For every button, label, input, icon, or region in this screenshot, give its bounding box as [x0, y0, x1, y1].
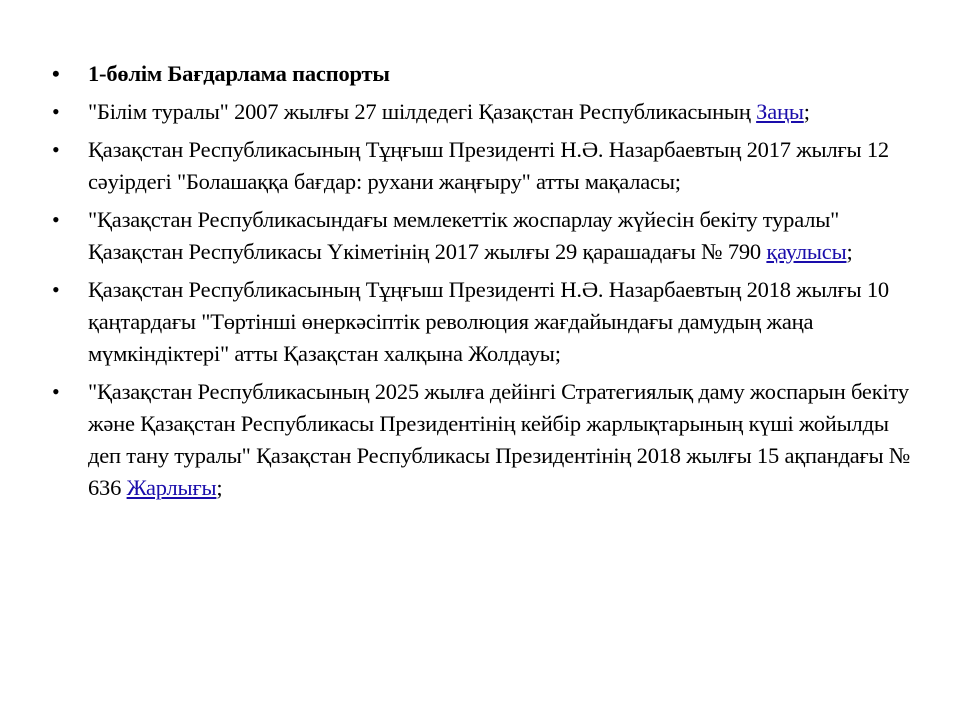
list-item-text: "Қазақстан Республикасының 2025 жылға дейінгі Стратегиялық даму жоспарын бекіту және Қазақстан Республикасы Президентінің кейбір жарлықтарының күші жойылды деп тану туралы" Қазақстан Республикасы Президентінің 2018 жылғы 15 ақпандағы № 636 — [88, 379, 911, 500]
list-item — [52, 58, 912, 90]
bullet-icon: • — [52, 207, 60, 232]
list-item-text: Қазақстан Республикасының Тұңғыш Президенті Н.Ә. Назарбаевтың 2018 жылғы 10 қаңтардағы "Төртінші өнеркәсіптік революция жағдайындағы дамудың жаңа мүмкіндіктері" атты Қазақстан халқына Жолдауы; — [88, 277, 889, 366]
list-item — [52, 204, 912, 268]
bullet-icon: • — [52, 277, 60, 302]
list-item — [52, 376, 912, 504]
bullet-list — [52, 58, 912, 510]
list-item-text: 1-бөлім Бағдарлама паспорты — [88, 61, 390, 86]
list-item-suffix: ; — [846, 239, 853, 264]
bullet-icon: • — [52, 137, 60, 162]
decree-link[interactable]: Жарлығы — [126, 475, 217, 500]
bullet-icon: • — [52, 379, 60, 404]
list-item-suffix: ; — [803, 99, 810, 124]
bullet-icon: • — [52, 61, 60, 86]
resolution-link[interactable]: қаулысы — [766, 239, 847, 264]
list-item — [52, 134, 912, 198]
list-item-text: Қазақстан Республикасының Тұңғыш Президенті Н.Ә. Назарбаевтың 2017 жылғы 12 сәуірдегі "Болашаққа бағдар: рухани жаңғыру" атты мақаласы; — [88, 137, 889, 194]
list-item — [52, 274, 912, 370]
list-item-suffix: ; — [216, 475, 223, 500]
list-item-text: "Қазақстан Республикасындағы мемлекеттік жоспарлау жүйесін бекіту туралы" Қазақстан Республикасы Үкіметінің 2017 жылғы 29 қарашадағы № 790 — [88, 207, 840, 264]
law-link[interactable]: Заңы — [756, 99, 804, 124]
bullet-icon: • — [52, 99, 60, 124]
list-item-text: "Білім туралы" 2007 жылғы 27 шілдедегі Қазақстан Республикасының — [88, 99, 757, 124]
list-item — [52, 96, 912, 128]
